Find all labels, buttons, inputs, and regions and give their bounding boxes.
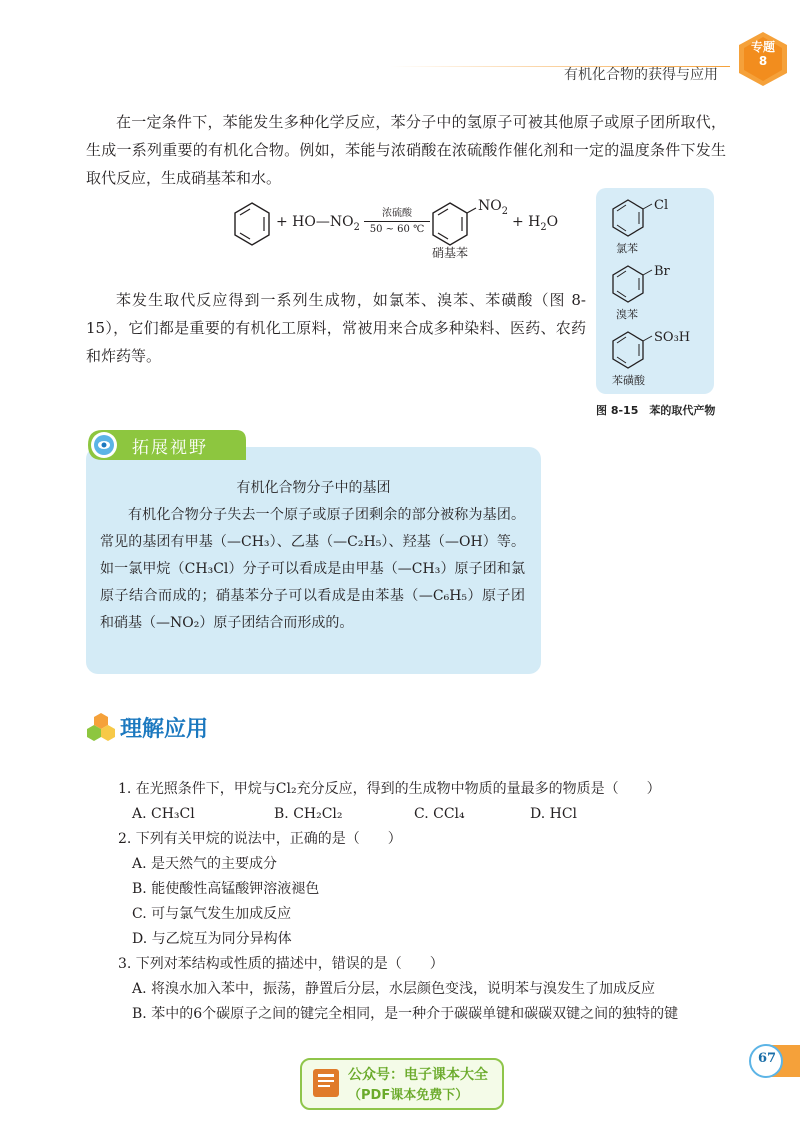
option-2b: B. 能使酸性高锰酸钾溶液褪色 — [132, 881, 320, 897]
figure-8-15 — [596, 188, 714, 394]
extension-tab-label: 拓展视野 — [132, 438, 208, 458]
nitration-equation — [232, 194, 562, 262]
water-subscript: 2 — [540, 221, 547, 233]
compound-name: 苯磺酸 — [612, 374, 645, 387]
question-2: 2. 下列有关甲烷的说法中，正确的是（ ） — [118, 831, 402, 847]
chlorobenzene-structure — [610, 198, 710, 258]
reaction-arrow — [364, 221, 430, 222]
nitro-subscript: 2 — [501, 205, 508, 217]
chapter-title: 有机化合物的获得与应用 — [564, 67, 718, 83]
extension-tab — [86, 428, 248, 462]
question-3: 3. 下列对苯结构或性质的描述中，错误的是（ ） — [118, 956, 444, 972]
watermark-banner — [300, 1058, 504, 1110]
substituent-label: SO₃H — [654, 330, 691, 345]
page-number: 67 — [758, 1051, 777, 1066]
badge-label: 专题 — [750, 40, 775, 54]
benzenesulfonic-acid-structure — [610, 330, 710, 390]
hexagon-cluster-icon — [86, 712, 116, 742]
figure-caption: 图 8-15 苯的取代产物 — [596, 404, 716, 417]
option-3a: A. 将溴水加入苯中，振荡，静置后分层，水层颜色变浅，说明苯与溴发生了加成反应 — [132, 981, 656, 997]
intro-paragraph: 在一定条件下，苯能发生多种化学反应，苯分子中的氢原子可被其他原子或原子团所取代，生成一系列重要的有机化合物。例如，苯能与浓硝酸在浓硫酸作催化剂和一定的温度条件下发生取代反应，生成硝基苯和水。 — [86, 113, 726, 187]
substituent-label: Cl — [654, 198, 669, 213]
benzene-ring-icon — [610, 330, 660, 372]
substitution-paragraph: 苯发生取代反应得到一系列生成物，如氯苯、溴苯、苯磺酸（图 8-15），它们都是重要的有机化工原料，常被用来合成多种染料、医药、农药和炸药等。 — [86, 291, 586, 365]
option-2a: A. 是天然气的主要成分 — [132, 856, 278, 872]
benzene-ring-icon — [610, 198, 660, 240]
section-title: 理解应用 — [120, 717, 209, 742]
condition-catalyst: 浓硫酸 — [382, 208, 412, 219]
benzene-ring-icon — [232, 200, 272, 252]
condition-temperature: 50 ~ 60 ℃ — [369, 224, 425, 235]
substituent-label: Br — [654, 264, 670, 279]
extension-body: 有机化合物分子失去一个原子或原子团剩余的部分被称为基团。常见的基团有甲基（—CH₃）、乙基（—C₂H₅）、羟基（—OH）等。如一氯甲烷（CH₃Cl）分子可以看成是由甲基（—CH₃）原子团和氯原子结合而成的；硝基苯分子可以看成是由苯基（—C₆H₅）原子团和硝基（—NO₂）原子团结合而形成的。 — [100, 507, 525, 631]
option-1c: C. CCl₄ — [414, 806, 465, 822]
benzene-ring-icon — [610, 264, 660, 306]
compound-name: 溴苯 — [616, 308, 638, 321]
watermark-line1: 公众号：电子课本大全 — [348, 1067, 488, 1083]
book-icon — [310, 1066, 342, 1100]
reagent-subscript: 2 — [353, 221, 360, 233]
extension-title: 有机化合物分子中的基团 — [236, 480, 391, 496]
water-oxygen: O — [546, 214, 559, 230]
option-2c: C. 可与氯气发生加成反应 — [132, 906, 292, 922]
reagent-text: + HO—NO — [276, 214, 354, 230]
bromobenzene-structure — [610, 264, 710, 324]
compound-name: 氯苯 — [616, 242, 638, 255]
section-heading — [86, 712, 209, 746]
option-1d: D. HCl — [530, 806, 578, 822]
product-label: 硝基苯 — [432, 246, 469, 260]
nitro-group: NO — [478, 198, 502, 214]
option-2d: D. 与乙烷互为同分异构体 — [132, 931, 292, 947]
badge-number: 8 — [758, 54, 768, 68]
page-number-tab — [744, 1043, 800, 1079]
option-1b: B. CH₂Cl₂ — [274, 806, 343, 822]
water-text: + H — [512, 214, 541, 230]
watermark-line2: （PDF课本免费下） — [348, 1088, 469, 1103]
chapter-badge — [734, 30, 792, 88]
question-1: 1. 在光照条件下，甲烷与Cl₂充分反应，得到的生成物中物质的量最多的物质是（ ） — [118, 781, 661, 797]
option-3b: B. 苯中的6个碳原子之间的键完全相同，是一种介于碳碳单键和碳碳双键之间的独特的键 — [132, 1006, 679, 1022]
option-1a: A. CH₃Cl — [132, 806, 195, 822]
